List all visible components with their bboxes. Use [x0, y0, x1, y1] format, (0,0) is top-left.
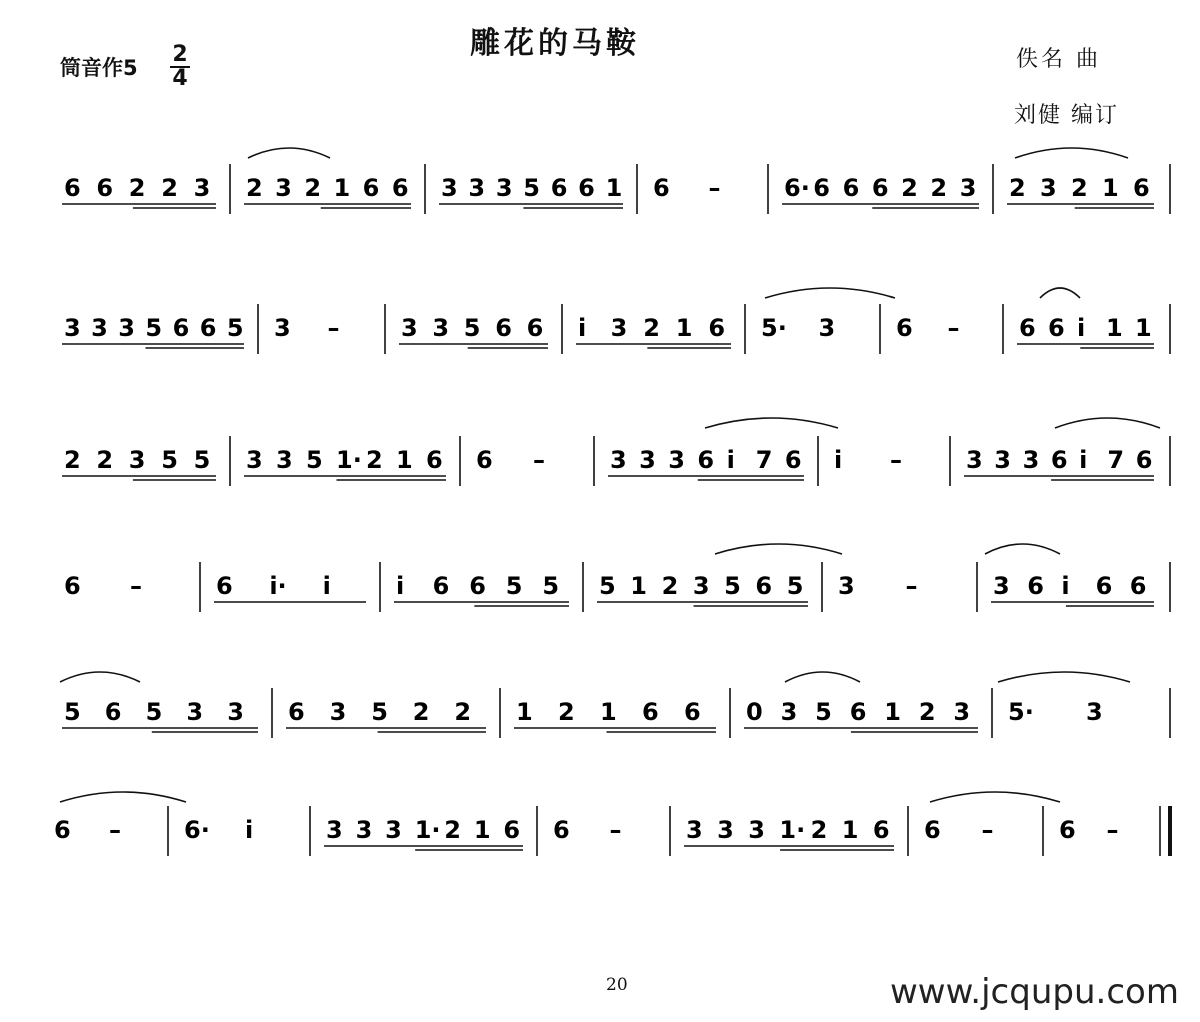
note: 2: [930, 174, 948, 202]
note: 6·: [784, 174, 810, 202]
note: 2: [901, 174, 918, 202]
note: 6: [54, 816, 71, 844]
note: 6: [391, 174, 409, 202]
note: 5: [815, 698, 832, 726]
measure: [476, 446, 545, 474]
note: 2: [304, 174, 322, 202]
note: 3: [432, 314, 450, 342]
note: 3: [276, 446, 293, 474]
note: 2: [444, 816, 461, 844]
slur: [1015, 148, 1128, 158]
arranger-credit: 刘健 编订: [1014, 103, 1119, 128]
slur: [1055, 418, 1160, 428]
note: 1: [630, 572, 647, 600]
note: –: [708, 174, 721, 202]
measure: [54, 816, 121, 844]
note: 2: [412, 698, 430, 726]
measure: [1007, 174, 1154, 208]
measure: [684, 816, 894, 850]
note: 2: [161, 174, 178, 202]
key-signature: 筒音作5: [60, 56, 138, 80]
note: 1: [841, 816, 859, 844]
note: 0: [746, 698, 763, 726]
note: 1·: [336, 446, 362, 474]
measure: [761, 314, 835, 342]
note: 3: [639, 446, 656, 474]
score-line: [54, 806, 1170, 856]
note: 3: [186, 698, 204, 726]
note: i: [726, 446, 735, 474]
measure: [964, 446, 1154, 480]
note: 3: [385, 816, 402, 844]
note: i: [834, 446, 843, 474]
note: 3: [441, 174, 458, 202]
note: 2: [454, 698, 472, 726]
note: i: [396, 572, 405, 600]
note: 1: [675, 314, 693, 342]
note: 3: [610, 314, 628, 342]
note: 6: [64, 174, 81, 202]
note: 3: [128, 446, 146, 474]
note: 6: [842, 174, 860, 202]
note: 6: [924, 816, 941, 844]
song-title: 雕花的马鞍: [470, 26, 640, 61]
note: 3: [193, 174, 211, 202]
note: 3: [274, 314, 291, 342]
note: 6: [1133, 174, 1150, 202]
note: 6: [653, 174, 670, 202]
note: 6: [755, 572, 773, 600]
note: 6: [1019, 314, 1036, 342]
note: 3: [692, 572, 710, 600]
note: 2: [643, 314, 660, 342]
note: 6: [199, 314, 217, 342]
measure: [744, 698, 978, 732]
note: 3: [118, 314, 135, 342]
note: 6: [469, 572, 486, 600]
note: 2: [128, 174, 146, 202]
measure: [782, 174, 979, 208]
measure: [184, 816, 253, 844]
slur: [1040, 288, 1080, 298]
note: –: [609, 816, 622, 844]
note: 3: [227, 698, 244, 726]
note: 1: [333, 174, 351, 202]
note: 3: [91, 314, 108, 342]
note: 2: [1071, 174, 1088, 202]
measure: [62, 174, 216, 208]
note: 2: [558, 698, 575, 726]
note: 6: [476, 446, 493, 474]
note: –: [947, 314, 960, 342]
score-line: [62, 304, 1170, 354]
note: 6: [104, 698, 122, 726]
note: 3: [610, 446, 627, 474]
measure: [576, 314, 731, 348]
score-line: [62, 688, 1170, 738]
page-number: 20: [606, 975, 628, 995]
note: 3: [275, 174, 292, 202]
note: 6: [784, 446, 802, 474]
note: 1·: [779, 816, 806, 844]
note: 2: [246, 174, 263, 202]
measure: [991, 572, 1154, 606]
note: 6: [362, 174, 380, 202]
note: 6: [1050, 446, 1068, 474]
measure: [274, 314, 340, 342]
measure: [62, 314, 244, 348]
time-signature-top: 2: [170, 44, 190, 68]
note: 3: [993, 572, 1010, 600]
note: 3: [468, 174, 486, 202]
note: 6: [578, 174, 595, 202]
measure: [394, 572, 569, 606]
measure: [924, 816, 994, 844]
measure: [244, 174, 411, 208]
note: 6: [849, 698, 867, 726]
measure: [653, 174, 721, 202]
measure: [553, 816, 622, 844]
note: 1: [396, 446, 413, 474]
note: 5: [226, 314, 244, 342]
slur: [985, 544, 1060, 554]
note: i·: [269, 572, 287, 600]
note: 7: [1107, 446, 1125, 474]
measure: [399, 314, 548, 348]
note: 3: [818, 314, 836, 342]
note: 5: [523, 174, 540, 202]
note: 6: [553, 816, 570, 844]
note: 3: [401, 314, 418, 342]
note: 3: [966, 446, 983, 474]
slur: [60, 792, 186, 802]
slur: [705, 418, 838, 428]
slur: [60, 672, 140, 682]
note: 6: [896, 314, 913, 342]
note: 5: [786, 572, 804, 600]
note: 7: [755, 446, 773, 474]
note: 3: [1022, 446, 1040, 474]
note: 3: [959, 174, 977, 202]
note: 5·: [761, 314, 787, 342]
note: 6: [1095, 572, 1113, 600]
measure: [608, 446, 804, 480]
note: 3: [748, 816, 765, 844]
note: 3: [717, 816, 734, 844]
note: 6: [642, 698, 659, 726]
note: 3: [838, 572, 855, 600]
measure: [324, 816, 523, 850]
note: 6: [432, 572, 450, 600]
note: 5: [505, 572, 523, 600]
note: 3: [686, 816, 703, 844]
note: 6·: [184, 816, 210, 844]
note: 3: [1040, 174, 1057, 202]
note: 3: [355, 816, 373, 844]
note: i: [322, 572, 331, 600]
note: i: [245, 816, 254, 844]
note: 6: [708, 314, 726, 342]
note: 2: [661, 572, 679, 600]
note: 2: [96, 446, 114, 474]
note: 6: [64, 572, 81, 600]
score-line: [62, 436, 1170, 486]
measure: [62, 698, 258, 732]
measure: [1017, 314, 1154, 348]
score-line: [64, 562, 1170, 612]
note: 3: [953, 698, 971, 726]
composer-credit: 佚名 曲: [1016, 47, 1101, 72]
note: 1·: [414, 816, 441, 844]
slur: [998, 672, 1130, 682]
note: 6: [172, 314, 190, 342]
measure: [834, 446, 902, 474]
note: 6: [96, 174, 114, 202]
note: 5: [193, 446, 211, 474]
note: i: [1061, 572, 1070, 600]
note: –: [109, 816, 121, 844]
slur: [715, 544, 842, 554]
measure: [838, 572, 918, 600]
measure: [64, 572, 142, 600]
note: 1: [1102, 174, 1119, 202]
note: 6: [288, 698, 305, 726]
note: –: [981, 816, 994, 844]
note: 3: [64, 314, 81, 342]
note: 6: [503, 816, 521, 844]
measure: [896, 314, 960, 342]
measure: [597, 572, 808, 606]
measure: [1059, 816, 1119, 844]
website-watermark: www.jcqupu.com: [890, 972, 1179, 1012]
note: 6: [872, 816, 890, 844]
note: 1: [516, 698, 533, 726]
note: i: [1079, 446, 1088, 474]
note: 2: [64, 446, 81, 474]
measure: [1008, 698, 1103, 726]
note: 1: [600, 698, 617, 726]
measure: [439, 174, 623, 208]
note: 5: [64, 698, 81, 726]
note: 5: [371, 698, 388, 726]
note: 2: [366, 446, 383, 474]
measure: [286, 698, 486, 732]
note: 6: [550, 174, 568, 202]
note: 3: [495, 174, 513, 202]
note: 5: [145, 314, 163, 342]
note: 6: [1135, 446, 1153, 474]
time-signature-bottom: 4: [172, 66, 188, 91]
note: 6: [216, 572, 233, 600]
note: 2: [1009, 174, 1026, 202]
note: –: [905, 572, 918, 600]
note: 6: [1027, 572, 1044, 600]
note: 6: [697, 446, 715, 474]
note: 5: [599, 572, 616, 600]
note: 2: [918, 698, 936, 726]
note: 6: [426, 446, 443, 474]
note: 6: [526, 314, 544, 342]
slur: [930, 792, 1060, 802]
note: 3: [329, 698, 347, 726]
note: 5: [306, 446, 323, 474]
note: 1: [884, 698, 901, 726]
note: 5: [542, 572, 560, 600]
note: 3: [668, 446, 685, 474]
note: –: [130, 572, 142, 600]
note: 6: [1129, 572, 1147, 600]
note: 6: [495, 314, 512, 342]
note: 6: [871, 174, 889, 202]
measure: [244, 446, 446, 480]
note: 6: [813, 174, 830, 202]
note: 5·: [1008, 698, 1034, 726]
slur: [785, 672, 860, 682]
note: 3: [780, 698, 798, 726]
note: 3: [326, 816, 343, 844]
note: 5: [463, 314, 481, 342]
note: 3: [246, 446, 263, 474]
note: i: [578, 314, 587, 342]
note: 6: [1048, 314, 1065, 342]
score-line: [62, 164, 1170, 214]
measure: [514, 698, 716, 732]
note: 1: [605, 174, 623, 202]
note: 2: [810, 816, 828, 844]
note: 3: [994, 446, 1011, 474]
note: 5: [145, 698, 163, 726]
note: –: [1106, 816, 1119, 844]
note: 6: [1059, 816, 1076, 844]
note: i: [1077, 314, 1086, 342]
note: –: [327, 314, 340, 342]
note: 1: [473, 816, 491, 844]
slur: [248, 148, 330, 158]
note: –: [890, 446, 902, 474]
note: 1: [1106, 314, 1123, 342]
note: –: [533, 446, 545, 474]
note: 5: [724, 572, 741, 600]
measure: [62, 446, 216, 480]
note: 3: [1086, 698, 1103, 726]
measure: [214, 572, 366, 602]
note: 1: [1135, 314, 1152, 342]
note: 6: [684, 698, 701, 726]
slur: [765, 288, 895, 298]
note: 5: [161, 446, 178, 474]
